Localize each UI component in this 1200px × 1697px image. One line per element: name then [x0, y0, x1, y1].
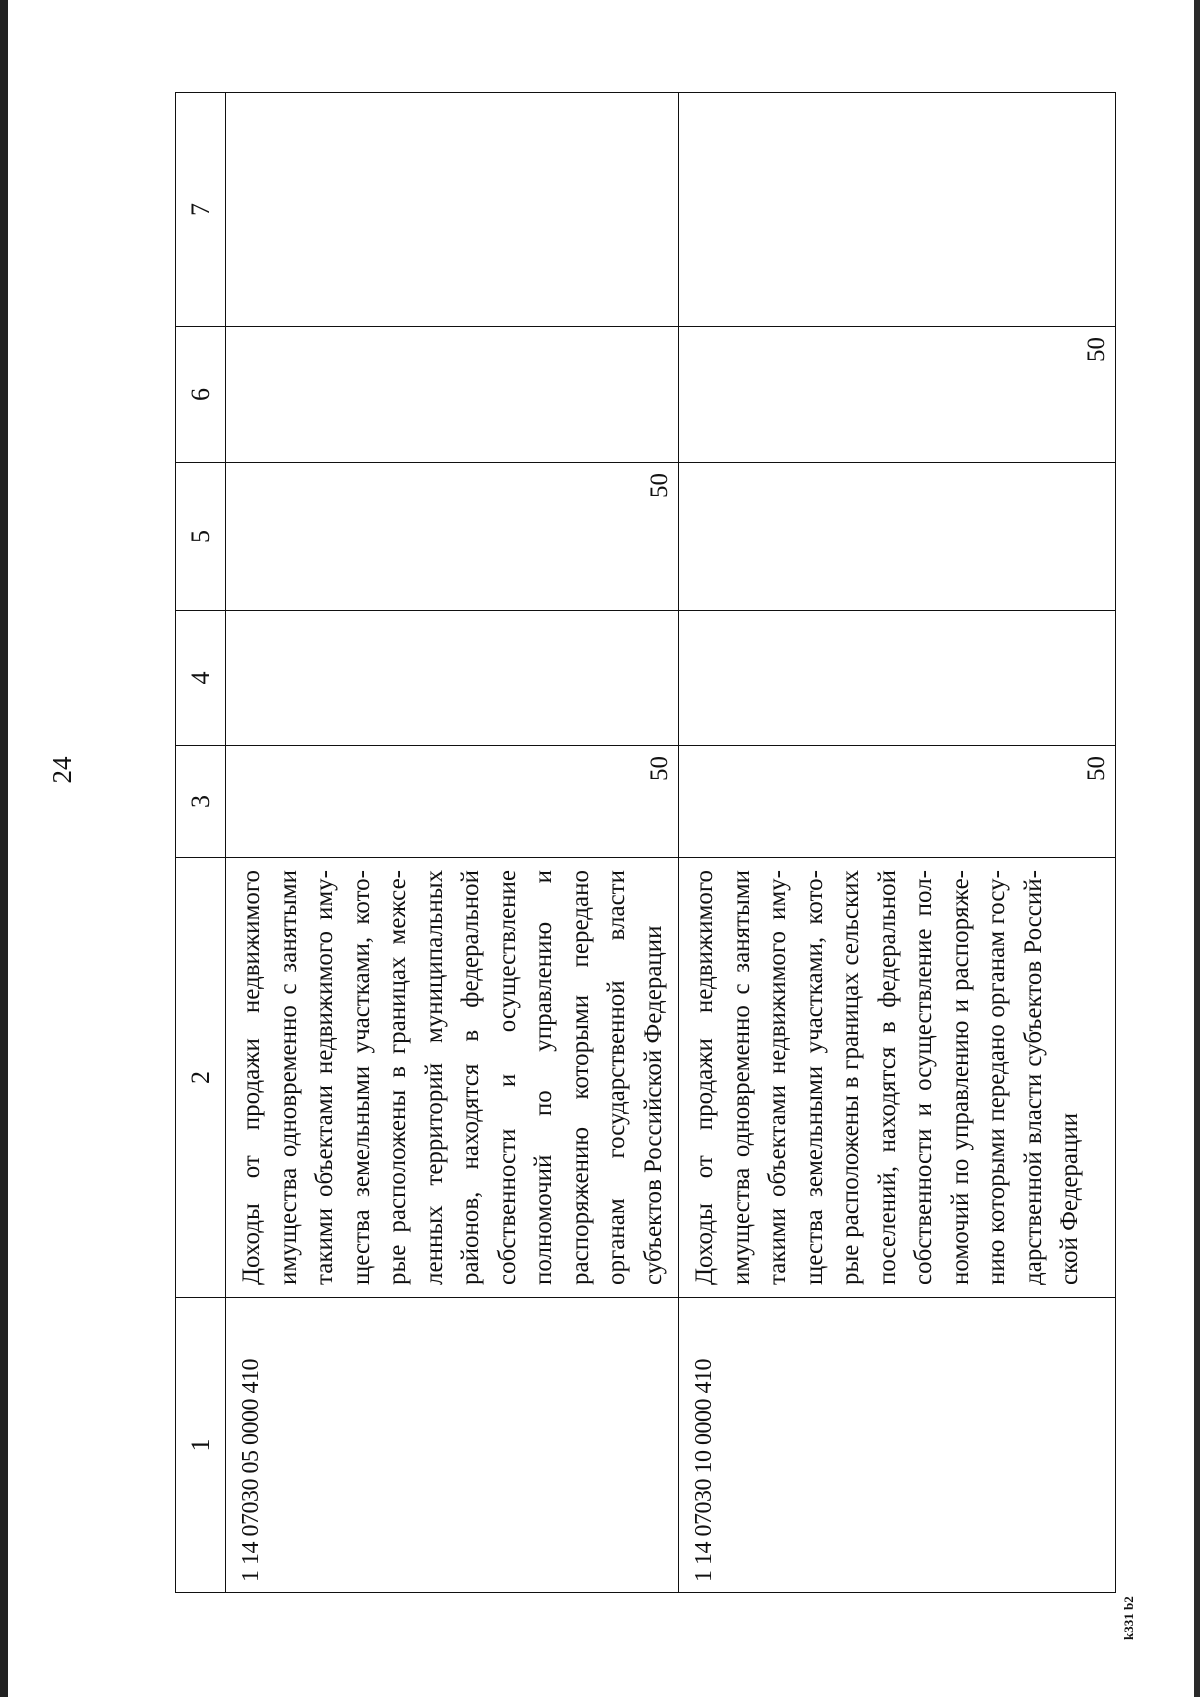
header-col-2: 2 — [176, 858, 226, 1298]
kbk-code: 1 14 07030 10 0000 410 — [679, 1298, 1116, 1593]
header-row — [176, 93, 226, 1593]
value-col-7 — [679, 93, 1116, 327]
revenue-description: Доходы от продажи недвижимого имущества одновременно с занятыми такими объектами недвижимого имущества земельными участками, которые расположены в границах межселенных территорий муниципальных районов, находятся в федеральной собственности и осуществление полномочий по управлению и распоряжению которыми передано органам государственной власти субъектов Российской Федерации — [226, 858, 679, 1298]
value-col-5 — [679, 463, 1116, 611]
table-row — [679, 93, 1116, 1593]
header-col-7: 7 — [176, 93, 226, 327]
header-col-4: 4 — [176, 611, 226, 746]
kbk-code: 1 14 07030 05 0000 410 — [226, 1298, 679, 1593]
scan-edge-right — [1194, 0, 1200, 1697]
value-col-3: 50 — [679, 746, 1116, 858]
value-col-6 — [226, 327, 679, 463]
revenue-table-container — [175, 93, 1110, 1593]
value-col-4 — [226, 611, 679, 746]
page-number: 24 — [47, 756, 77, 784]
revenue-description: Доходы от продажи недвижимого имущества одновременно с занятыми такими объектами недвижимого имущества земельными участками, которые расположены в границах сельских поселений, находятся в федеральной собственности и осуществление полномочий по управлению и распоряжению которыми передано органам государственной власти субъектов Российской Федерации — [679, 858, 1116, 1298]
document-code: k331 b2 — [1121, 1596, 1136, 1640]
header-col-5: 5 — [176, 463, 226, 611]
header-col-6: 6 — [176, 327, 226, 463]
value-col-4 — [679, 611, 1116, 746]
header-col-3: 3 — [176, 746, 226, 858]
header-col-1: 1 — [176, 1298, 226, 1593]
scan-edge-left — [0, 0, 8, 1697]
table-row — [226, 93, 679, 1593]
revenue-table — [175, 92, 1116, 1593]
value-col-6: 50 — [679, 327, 1116, 463]
value-col-3: 50 — [226, 746, 679, 858]
value-col-5: 50 — [226, 463, 679, 611]
value-col-7 — [226, 93, 679, 327]
